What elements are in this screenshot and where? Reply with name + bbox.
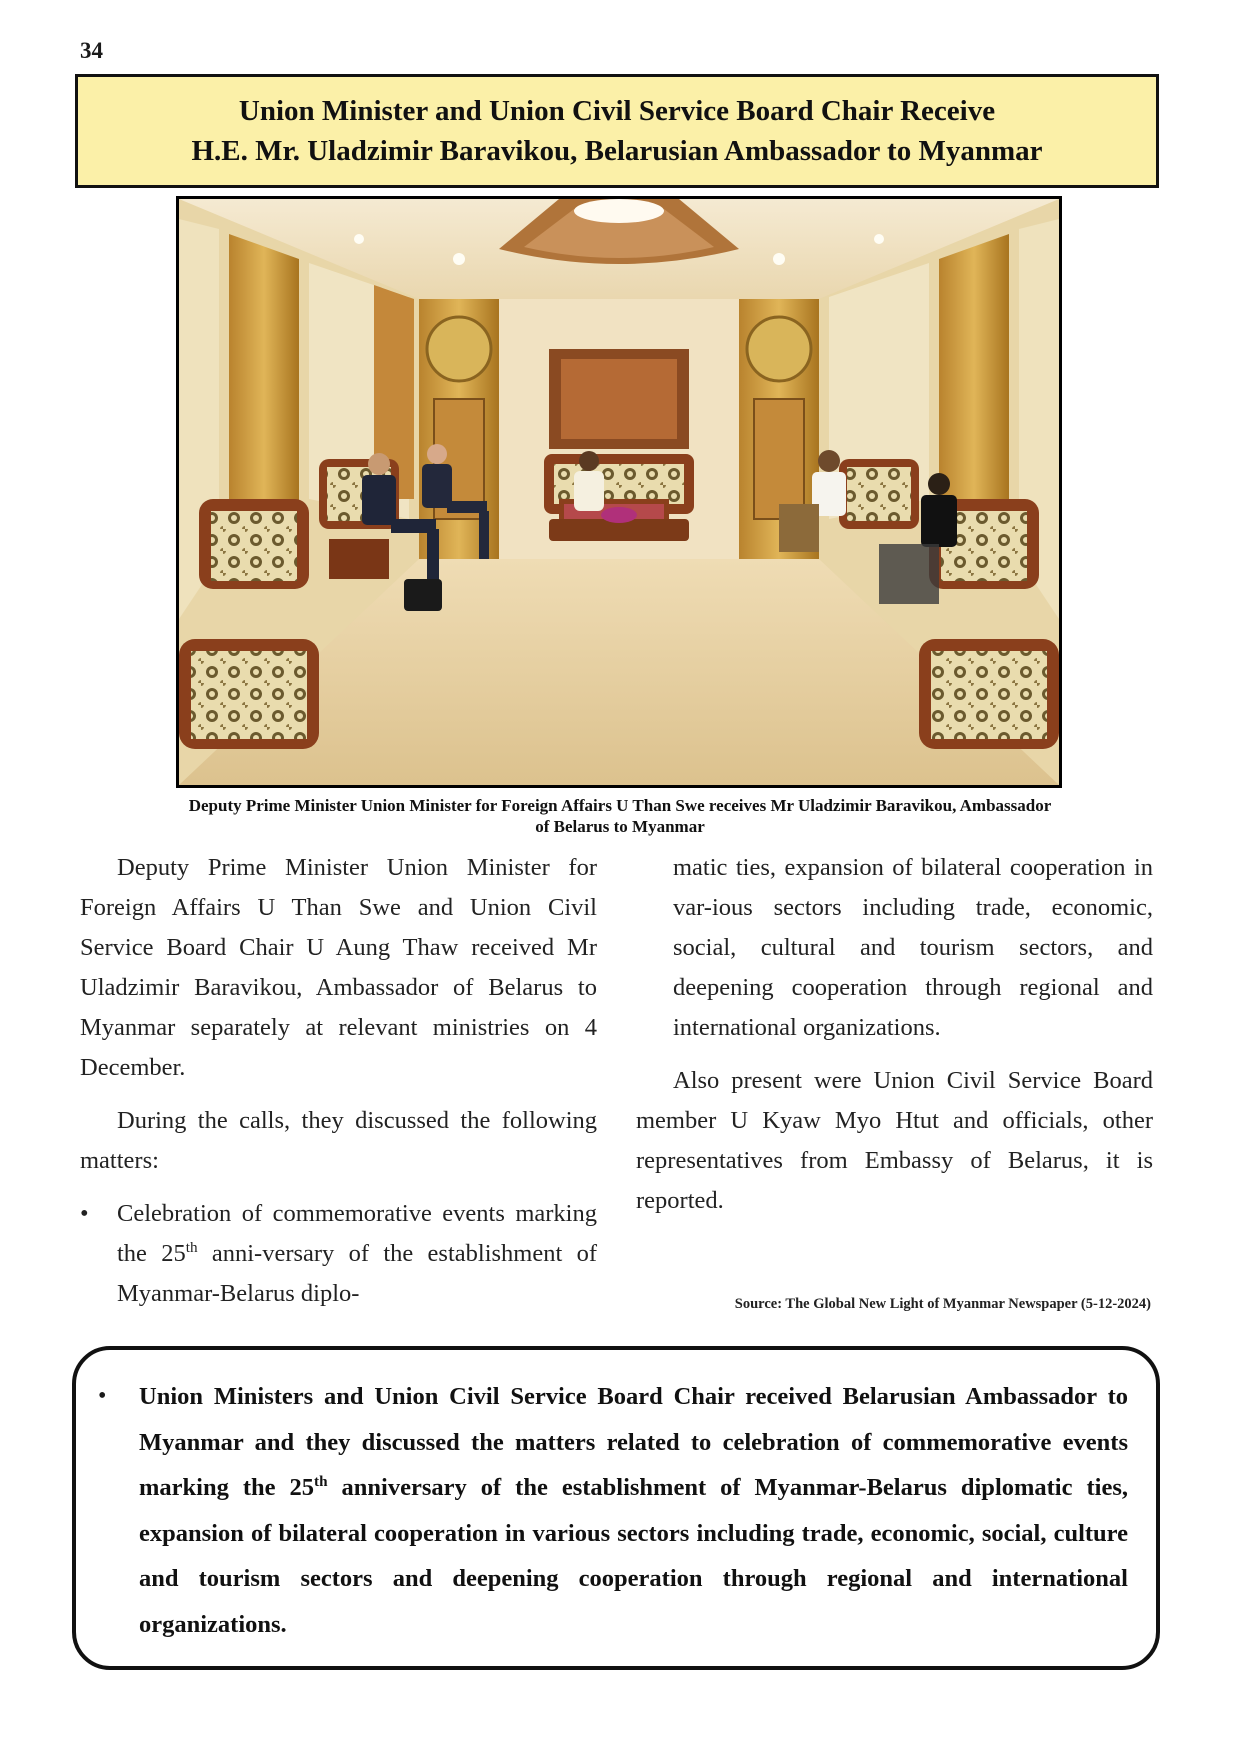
photo-caption	[80, 795, 1160, 837]
summary-bullet-item	[98, 1374, 1128, 1647]
headline-box	[75, 74, 1159, 188]
summary-bullet-dot: •	[98, 1383, 107, 1409]
summary-text	[139, 1374, 1128, 1647]
headline-line-2: H.E. Mr. Uladzimir Baravikou, Belarusian Ambassador to Myanmar	[191, 135, 1043, 167]
article-column-right	[636, 848, 1153, 1234]
meeting-photo	[176, 196, 1062, 788]
article-column-left	[80, 848, 597, 1314]
article-bullet-item	[80, 1194, 597, 1314]
headline-line-1: Union Minister and Union Civil Service Board Chair Receive	[238, 95, 996, 127]
article-paragraph-2: During the calls, they discussed the following matters:	[80, 1107, 597, 1174]
caption-line-2: of Belarus to Myanmar	[535, 817, 705, 836]
bullet-dot: •	[80, 1200, 89, 1227]
bullet-continuation: matic ties, expansion of bilateral cooperation in var-ious sectors including trade, economic, social, cultural and tourism sectors, and deepening cooperation through regional and international organizations.	[673, 854, 1153, 1041]
summary-text-part-1: Union Ministers and Union Civil Service Board Chair received Belarusian Ambassador to Myanmar and they discussed the matters related to celebration of commemorative events marking the 25	[139, 1383, 1128, 1501]
ordinal-suffix: th	[185, 1238, 198, 1256]
article-paragraph-1: Deputy Prime Minister Union Minister for Foreign Affairs U Than Swe and Union Civil Service Board Chair U Aung Thaw received Mr Uladzimir Baravikou, Ambassador of Belarus to Myanmar separately at relevant ministries on 4 December.	[80, 854, 597, 1081]
bullet-text-part-2: anni-versary of the establishment of Myanmar-Belarus diplo-	[117, 1240, 597, 1307]
bullet-text-part-1: Celebration of commemorative events marking the 25	[117, 1200, 597, 1267]
summary-box	[72, 1346, 1160, 1670]
meeting-photo-illustration	[179, 199, 1059, 785]
source-citation: Source: The Global New Light of Myanmar Newspaper (5-12-2024)	[734, 1296, 1151, 1312]
page-number: 34	[80, 38, 103, 63]
caption-line-1: Deputy Prime Minister Union Minister for Foreign Affairs U Than Swe receives Mr Uladzimir Baravikou, Ambassador	[188, 796, 1052, 815]
article-paragraph-3: Also present were Union Civil Service Board member U Kyaw Myo Htut and officials, other representatives from Embassy of Belarus, it is reported.	[636, 1067, 1153, 1214]
summary-text-part-2: anniversary of the establishment of Myanmar-Belarus diplomatic ties, expansion of bilateral cooperation in various sectors including trade, economic, social, culture and tourism sectors and deepening cooperation through regional and international organizations.	[139, 1474, 1128, 1638]
summary-ordinal-suffix: th	[314, 1472, 328, 1490]
bullet-text	[117, 1194, 597, 1314]
